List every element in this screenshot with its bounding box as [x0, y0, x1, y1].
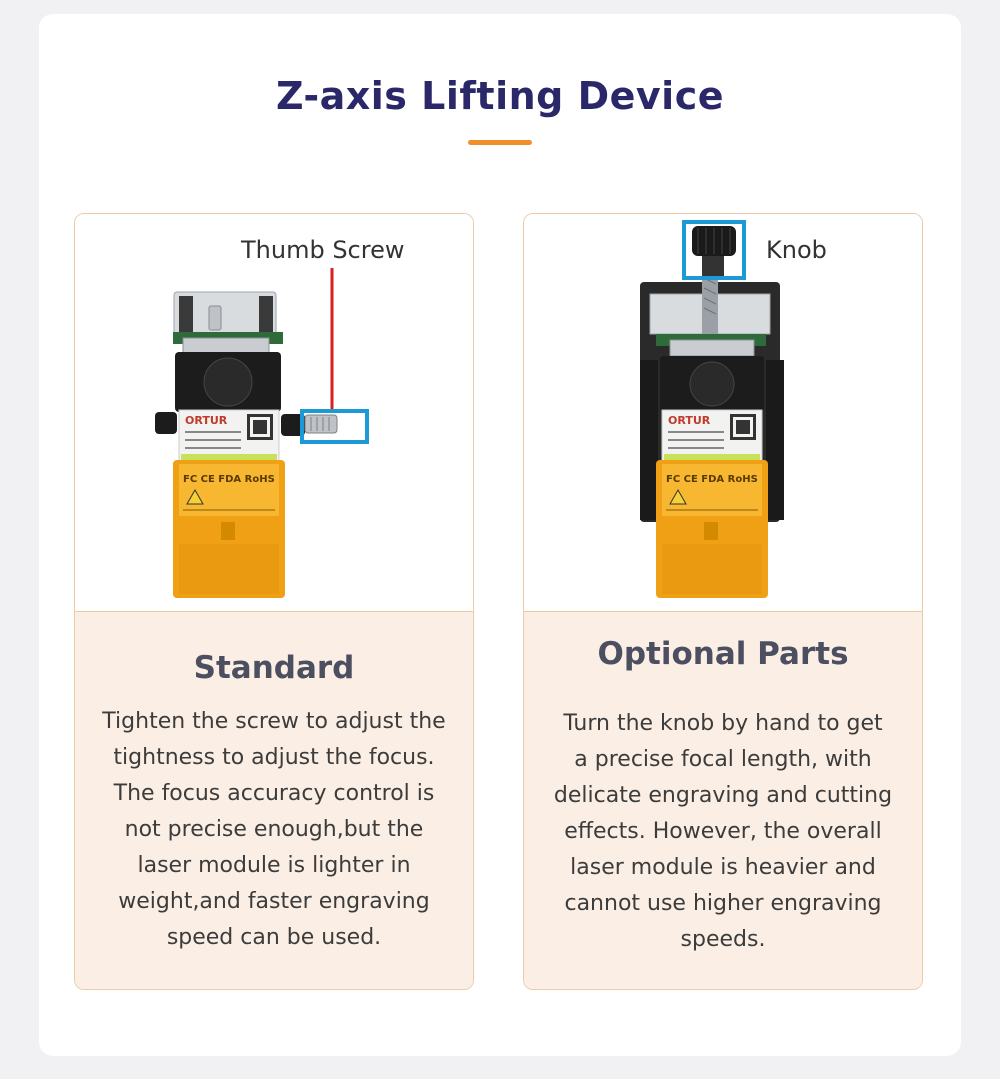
standard-heading: Standard	[193, 650, 355, 686]
description-line: delicate engraving and cutting	[553, 783, 893, 808]
description-line: not precise enough,but the	[124, 817, 424, 842]
description-line: speed can be used.	[166, 925, 382, 950]
standard-product-image	[75, 214, 473, 612]
description-line: weight,and faster engraving	[118, 889, 430, 914]
optional-product-image	[524, 214, 922, 612]
laser-module-knob-illustration	[524, 214, 922, 612]
description-line: laser module is heavier and	[570, 855, 876, 880]
description-line: The focus accuracy control is	[113, 781, 435, 806]
product-label-brand: ORTUR	[668, 414, 711, 427]
laser-module-thumb-screw-illustration	[75, 214, 473, 612]
description-line: laser module is lighter in	[137, 853, 411, 878]
optional-parts-heading: Optional Parts	[597, 636, 849, 672]
standard-card	[74, 213, 474, 990]
description-line: cannot use higher engraving	[564, 891, 882, 916]
product-label-brand: ORTUR	[185, 414, 228, 427]
page-title: Z-axis Lifting Device	[275, 74, 725, 118]
optional-parts-card	[523, 213, 923, 990]
optional-card-body	[524, 612, 922, 989]
description-line: Turn the knob by hand to get	[563, 711, 883, 736]
product-label-marks: FC CE FDA RoHS	[183, 474, 275, 485]
thumb-screw-label: Thumb Screw	[241, 236, 405, 264]
product-label-marks: FC CE FDA RoHS	[666, 474, 758, 485]
description-line: speeds.	[680, 927, 766, 952]
knob-label: Knob	[766, 236, 827, 264]
title-underline	[468, 140, 532, 145]
optional-parts-description	[538, 706, 908, 958]
description-line: Tighten the screw to adjust the	[102, 709, 446, 734]
standard-card-body	[75, 612, 473, 989]
description-line: effects. However, the overall	[564, 819, 882, 844]
standard-description	[89, 704, 459, 956]
description-line: tightness to adjust the focus.	[113, 745, 435, 770]
description-line: a precise focal length, with	[574, 747, 872, 772]
